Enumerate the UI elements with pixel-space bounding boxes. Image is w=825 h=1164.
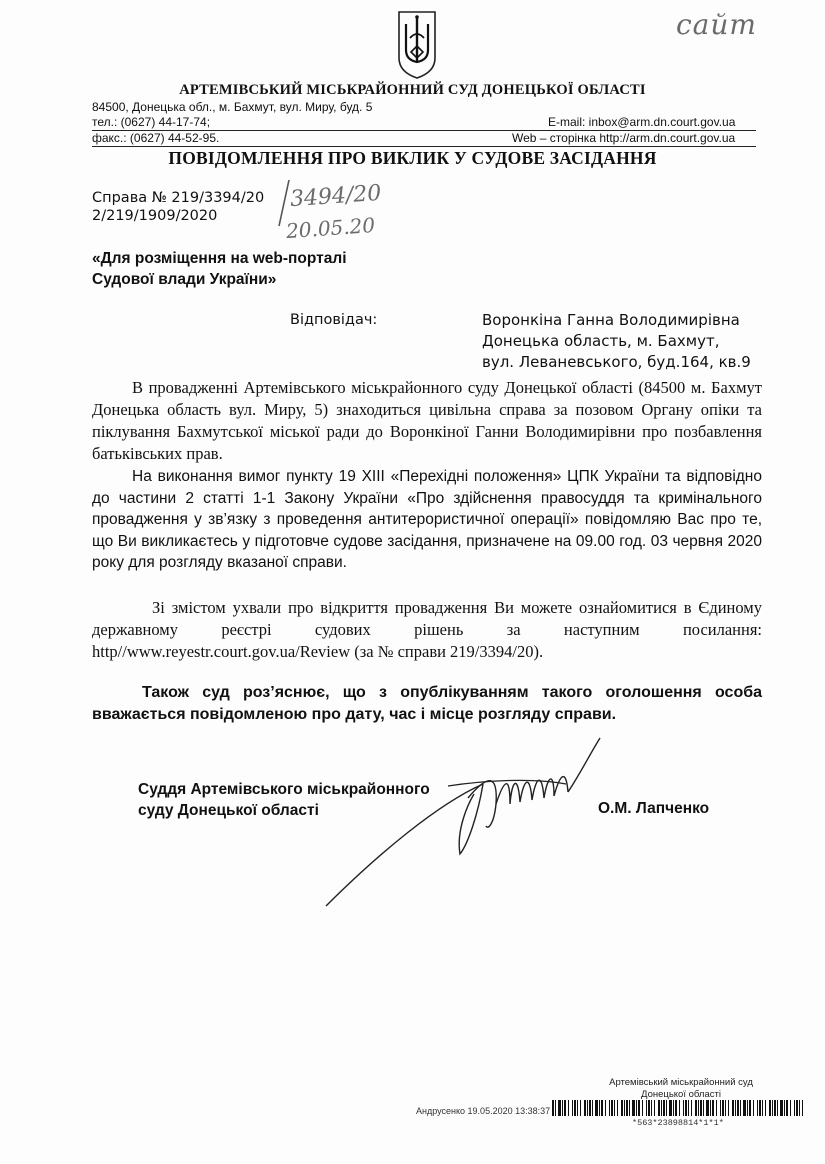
- barcode-bar: [732, 1100, 734, 1116]
- barcode-bar: [552, 1100, 554, 1116]
- portal-note-line-2: Судової влади України»: [92, 271, 277, 288]
- respondent-label: Відповідач:: [290, 312, 378, 328]
- respondent-address-line-1: Донецька область, м. Бахмут,: [482, 332, 720, 350]
- barcode-bar: [601, 1100, 603, 1116]
- barcode: [552, 1100, 808, 1116]
- barcode-bar: [698, 1100, 699, 1116]
- barcode-bar: [564, 1100, 566, 1116]
- barcode-bar: [688, 1100, 689, 1116]
- barcode-bar: [568, 1100, 569, 1116]
- respondent-block: [482, 310, 751, 373]
- barcode-bar: [651, 1100, 652, 1116]
- barcode-bar: [772, 1100, 773, 1116]
- barcode-bar: [769, 1100, 771, 1116]
- paragraph-registry-link: Зі змістом ухвали про відкриття провадження Ви можете ознайомитися в Єдиному державному реєстрі судових рішень за наступним посилання: http//www.reyestr.court.gov.ua/Review (за № справи 219/3394/20).: [92, 598, 762, 661]
- barcode-bar: [747, 1100, 748, 1116]
- barcode-bar: [587, 1100, 588, 1116]
- barcode-bar: [691, 1100, 692, 1116]
- judge-title-line-1: Суддя Артемівського міськрайонного: [138, 781, 430, 798]
- barcode-bar: [737, 1100, 739, 1116]
- barcode-bar: [757, 1100, 758, 1116]
- barcode-bar: [695, 1100, 697, 1116]
- barcode-number: *563*23898814*1*1*: [632, 1118, 724, 1128]
- paragraph-proceeding: В провадженні Артемівського міськрайонного суду Донецької області (84500 м. Бахмут Донецька область вул. Миру, 5) знаходиться цивільна справа за позовом Органу опіки та піклування Бахмутської міської ради до Воронкіної Ганни Володимирівни про позбавлення батьківських прав.: [92, 378, 762, 463]
- barcode-bar: [725, 1100, 726, 1116]
- barcode-bar: [621, 1100, 623, 1116]
- barcode-bar: [577, 1100, 578, 1116]
- barcode-bar: [673, 1100, 674, 1116]
- corner-handwritten-note: сайт: [676, 8, 757, 41]
- barcode-bar: [624, 1100, 625, 1116]
- barcode-bar: [753, 1100, 754, 1116]
- barcode-bar: [605, 1100, 606, 1116]
- barcode-bar: [642, 1100, 643, 1116]
- barcode-bar: [780, 1100, 783, 1116]
- barcode-bar: [572, 1100, 573, 1116]
- barcode-bar: [675, 1100, 677, 1116]
- barcode-bar: [661, 1100, 662, 1116]
- court-address: 84500, Донецька обл., м. Бахмут, вул. Миру, буд. 5: [92, 100, 373, 114]
- proceeding-number: 2/219/1909/2020: [92, 208, 218, 224]
- paragraph-notice-explanation: Також суд роз’яснює, що з опублікуванням такого оголошення особа вважається повідомленою про дату, час і місце розгляду справи.: [92, 684, 762, 723]
- stamp-user-datetime: Андрусенко 19.05.2020 13:38:37: [416, 1106, 551, 1116]
- barcode-bar: [580, 1100, 581, 1116]
- barcode-bar: [669, 1100, 672, 1116]
- barcode-bar: [784, 1100, 785, 1116]
- barcode-bar: [786, 1100, 788, 1116]
- coat-of-arms-icon: [396, 8, 438, 80]
- case-number: Справа № 219/3394/20: [92, 190, 265, 206]
- barcode-bar: [703, 1100, 704, 1116]
- barcode-bar: [654, 1100, 655, 1116]
- stamp-court-line-1: Артемівський міськрайонний суд: [609, 1077, 753, 1088]
- barcode-bar: [722, 1100, 724, 1116]
- barcode-bar: [626, 1100, 628, 1116]
- barcode-bar: [777, 1100, 778, 1116]
- barcode-bar: [683, 1100, 684, 1116]
- court-website: Web – сторінка http://arm.dn.court.gov.ua: [512, 131, 736, 145]
- court-fax: факс.: (0627) 44-52-95.: [92, 131, 220, 145]
- barcode-bar: [658, 1100, 660, 1116]
- barcode-bar: [648, 1100, 650, 1116]
- barcode-bar: [562, 1100, 563, 1116]
- document-title: ПОВІДОМЛЕННЯ ПРО ВИКЛИК У СУДОВЕ ЗАСІДАННЯ: [168, 148, 657, 168]
- barcode-bar: [666, 1100, 667, 1116]
- barcode-bar: [558, 1100, 561, 1116]
- respondent-name: Воронкіна Ганна Володимирівна: [482, 311, 740, 329]
- barcode-bar: [611, 1100, 613, 1116]
- barcode-bar: [740, 1100, 741, 1116]
- portal-note-line-1: «Для розміщення на web-порталі: [92, 250, 347, 267]
- barcode-bar: [679, 1100, 680, 1116]
- barcode-bar: [584, 1100, 586, 1116]
- barcode-bar: [555, 1100, 556, 1116]
- barcode-bar: [636, 1100, 637, 1116]
- respondent-address-line-2: вул. Леваневського, буд.164, кв.9: [482, 353, 751, 371]
- judge-title-line-2: суду Донецької області: [138, 802, 319, 819]
- court-email: E-mail: inbox@arm.dn.court.gov.ua: [548, 115, 736, 129]
- handwritten-registration-date: 20.05.20: [285, 212, 376, 244]
- barcode-bar: [706, 1100, 709, 1116]
- barcode-bar: [790, 1100, 791, 1116]
- barcode-bar: [592, 1100, 593, 1116]
- barcode-bar: [617, 1100, 618, 1116]
- judge-signature: [318, 734, 608, 914]
- court-name: АРТЕМІВСЬКИЙ МІСЬКРАЙОННИЙ СУД ДОНЕЦЬКОЇ ОБЛАСТІ: [179, 82, 646, 98]
- barcode-bar: [710, 1100, 711, 1116]
- barcode-bar: [716, 1100, 717, 1116]
- barcode-bar: [629, 1100, 630, 1116]
- barcode-bar: [685, 1100, 687, 1116]
- barcode-bar: [802, 1100, 803, 1116]
- barcode-bar: [599, 1100, 600, 1116]
- handwritten-registration-number: 3494/20: [289, 180, 383, 213]
- barcode-bar: [663, 1100, 665, 1116]
- barcode-bar: [700, 1100, 702, 1116]
- barcode-bar: [735, 1100, 736, 1116]
- barcode-bar: [614, 1100, 615, 1116]
- barcode-bar: [574, 1100, 576, 1116]
- portal-placement-note: [92, 248, 347, 290]
- barcode-bar: [589, 1100, 591, 1116]
- header-divider-bottom: [92, 146, 756, 147]
- barcode-bar: [728, 1100, 729, 1116]
- barcode-bar: [720, 1100, 721, 1116]
- barcode-bar: [765, 1100, 766, 1116]
- barcode-bar: [759, 1100, 761, 1116]
- court-phone: тел.: (0627) 44-17-74;: [92, 115, 211, 129]
- paragraph-summons: На виконання вимог пункту 19 ХIII «Перехідні положення» ЦПК України та відповідно до частини 2 статті 1-1 Закону України «Про здійснення правосуддя та кримінального провадження у зв’язку з проведення антитерористичної операції» повідомляю Вас про те, що Ви викликаєтесь у підготовче судове засідання, призначене на 09.00 год. 03 червня 2020 року для розгляду вказаної справи.: [92, 468, 762, 571]
- barcode-bar: [762, 1100, 763, 1116]
- barcode-bar: [609, 1100, 610, 1116]
- barcode-bar: [794, 1100, 795, 1116]
- stamp-court-name: [596, 1077, 766, 1100]
- judge-name: О.М. Лапченко: [598, 800, 710, 817]
- barcode-bar: [712, 1100, 714, 1116]
- barcode-bar: [796, 1100, 798, 1116]
- barcode-bar: [743, 1100, 746, 1116]
- barcode-bar: [749, 1100, 751, 1116]
- stamp-court-line-2: Донецької області: [641, 1088, 721, 1100]
- barcode-bar: [774, 1100, 776, 1116]
- barcode-bar: [646, 1100, 647, 1116]
- barcode-bar: [799, 1100, 800, 1116]
- barcode-bar: [632, 1100, 635, 1116]
- barcode-bar: [595, 1100, 598, 1116]
- barcode-bar: [638, 1100, 640, 1116]
